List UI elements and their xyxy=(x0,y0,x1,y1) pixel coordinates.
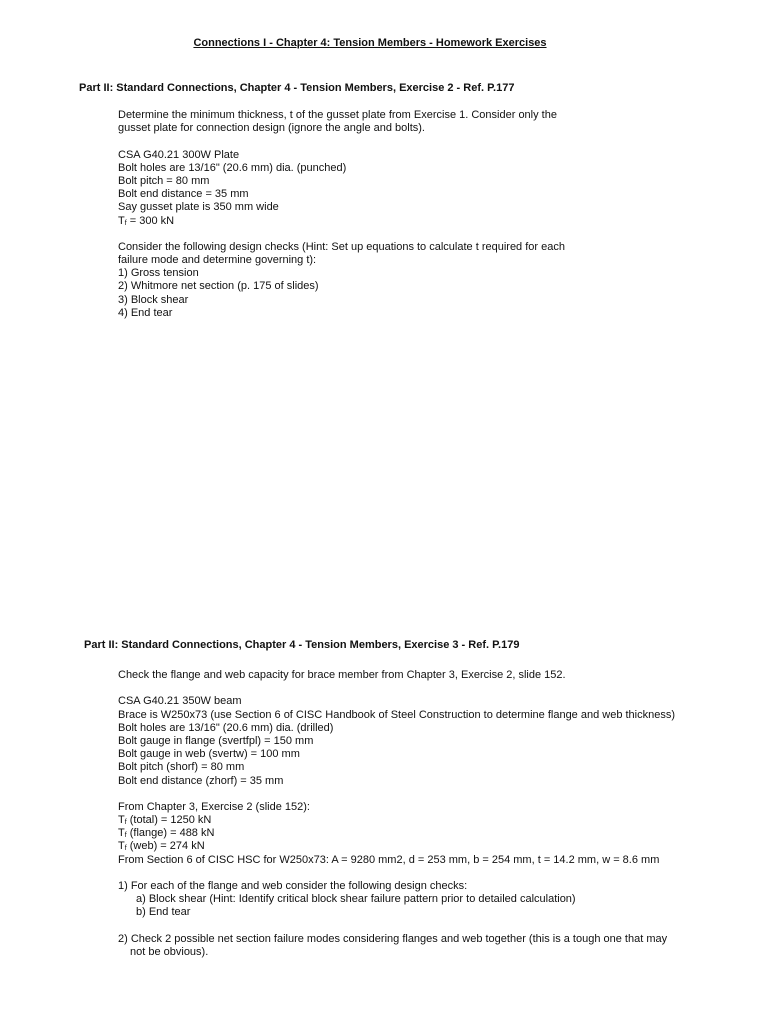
exercise-3-given: Bolt pitch (shorf) = 80 mm xyxy=(118,761,245,774)
exercise-3-body xyxy=(118,669,675,959)
exercise-3-task-2: 2) Check 2 possible net section failure modes considering flanges and web together (this is a tough one that may xyxy=(118,932,668,945)
exercise-3-force: $T_f$ (flange) = 488 kN xyxy=(118,827,215,840)
exercise-2-given: Bolt holes are 13/16" (20.6 mm) dia. (punched) xyxy=(118,161,347,174)
exercise-2-intro-line: Determine the minimum thickness, t of the gusset plate from Exercise 1. Consider only the xyxy=(118,109,557,121)
exercise-3-force: $T_f$ (total) = 1250 kN xyxy=(118,814,212,827)
exercise-2-check-item: 3) Block shear xyxy=(118,293,189,306)
exercise-2-given: CSA G40.21 300W Plate xyxy=(118,148,240,161)
exercise-3-task-2: not be obvious). xyxy=(130,945,209,958)
exercise-2-given: Bolt end distance = 35 mm xyxy=(118,188,249,201)
exercise-3-given: CSA G40.21 350W beam xyxy=(118,695,242,708)
exercise-2-intro-line: gusset plate for connection design (ignore the angle and bolts). xyxy=(118,122,425,135)
exercise-3-task-1-item: b) End tear xyxy=(136,906,191,919)
exercise-3-force: $T_f$ (web) = 274 kN xyxy=(118,840,205,853)
exercise-3-given: Bolt end distance (zhorf) = 35 mm xyxy=(118,774,284,787)
exercise-3-task-1-item: a) Block shear (Hint: Identify critical block shear failure pattern prior to detailed calculation) xyxy=(136,893,576,906)
exercise-2-check-item: 4) End tear xyxy=(118,306,173,319)
exercise-2-checks-intro: failure mode and determine governing t): xyxy=(118,254,317,267)
exercise-2-body xyxy=(118,109,565,320)
exercise-3-given: Bolt holes are 13/16" (20.6 mm) dia. (drilled) xyxy=(118,721,334,734)
exercise-2-checks-intro: Consider the following design checks (Hint: Set up equations to calculate t required for each xyxy=(118,240,565,253)
exercise-3-heading: Part II: Standard Connections, Chapter 4 - Tension Members, Exercise 3 - Ref. P.179 xyxy=(84,639,520,651)
exercise-2-given: Say gusset plate is 350 mm wide xyxy=(118,201,279,214)
exercise-3-section-properties: From Section 6 of CISC HSC for W250x73: A = 9280 mm2, d = 253 mm, b = 254 mm, t = 14.2 mm, w = 8.6 mm xyxy=(118,853,660,866)
exercise-3-from-chapter: From Chapter 3, Exercise 2 (slide 152): xyxy=(118,800,310,813)
exercise-2-tension-force: $T_f = 300$ kN xyxy=(118,214,175,227)
exercise-3-given: Bolt gauge in web (svertw) = 100 mm xyxy=(118,748,300,761)
exercise-3-given: Bolt gauge in flange (svertfpl) = 150 mm xyxy=(118,734,314,747)
exercise-2-check-item: 2) Whitmore net section (p. 175 of slides) xyxy=(118,280,319,293)
exercise-2-given: Bolt pitch = 80 mm xyxy=(118,174,210,187)
document-title: Connections I - Chapter 4: Tension Members - Homework Exercises xyxy=(193,37,547,49)
exercise-3-intro: Check the flange and web capacity for brace member from Chapter 3, Exercise 2, slide 152. xyxy=(118,669,566,681)
exercise-2-heading: Part II: Standard Connections, Chapter 4 - Tension Members, Exercise 2 - Ref. P.177 xyxy=(79,82,515,94)
exercise-3-given: Brace is W250x73 (use Section 6 of CISC Handbook of Steel Construction to determine flange and web thickness) xyxy=(118,708,676,721)
exercise-3-task-1: 1) For each of the flange and web consider the following design checks: xyxy=(118,880,468,892)
exercise-2-check-item: 1) Gross tension xyxy=(118,267,199,280)
